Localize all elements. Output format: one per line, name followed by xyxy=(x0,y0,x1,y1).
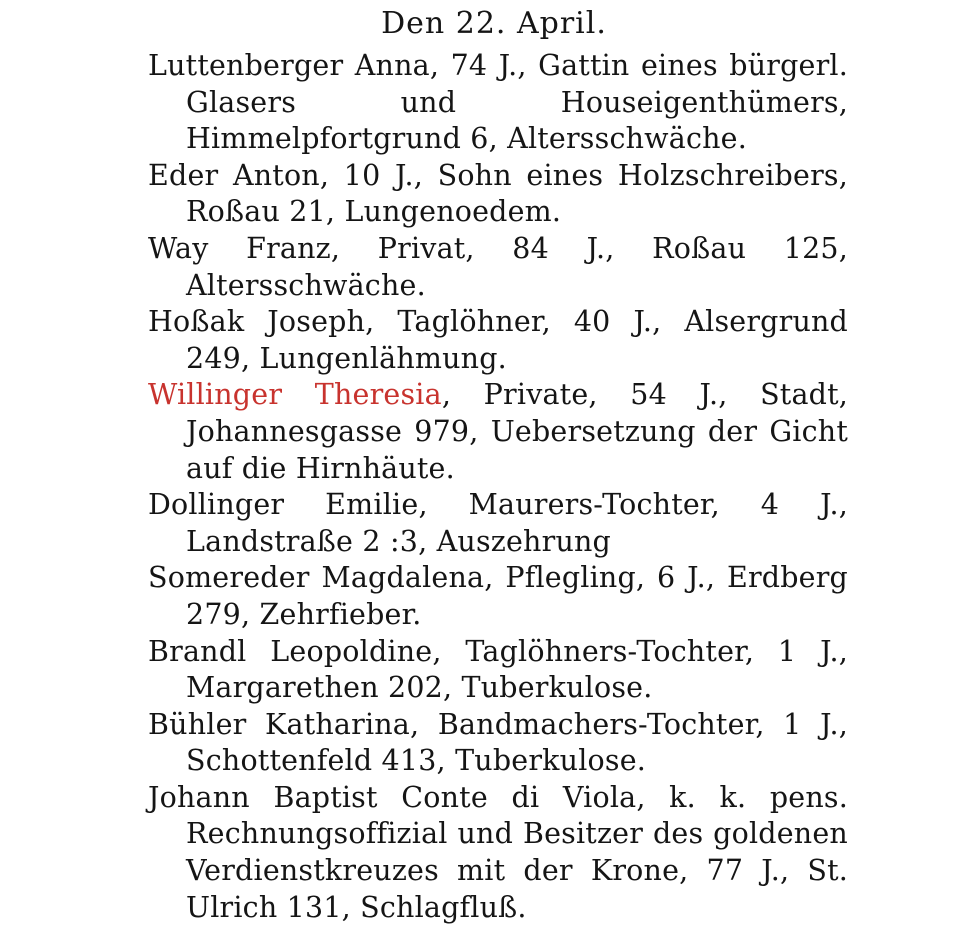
deceased-name: Somereder Magdalena xyxy=(148,561,485,595)
notice-details: , 10 J., Sohn eines Holzschreibers, Roßau 21, Lungenoedem. xyxy=(186,158,848,229)
notice-details: , Privat, 84 J., Roßau 125, Altersschwäche. xyxy=(186,231,848,302)
notice-details: , Private, 54 J., Stadt, Johannesgasse 979, Uebersetzung der Gicht auf die Hirnhäute. xyxy=(186,378,848,485)
notice-details: , Maurers-Tochter, 4 J., Landstraße 2 :3, Auszehrung xyxy=(186,488,849,558)
death-notice-entry xyxy=(148,560,848,633)
deceased-name: Way Franz xyxy=(148,231,331,265)
death-notice-list xyxy=(148,48,848,926)
notice-details: , k. k. pens. Rechnungsoffizial und Besitzer des goldenen Verdienstkreuzes mit der Krone, 77 J., St. Ulrich 131, Schlagfluß. xyxy=(186,780,848,924)
deceased-name: Luttenberger Anna xyxy=(148,49,430,82)
death-notice-entry xyxy=(148,158,848,231)
deceased-name: Bühler Katharina xyxy=(148,707,411,741)
deceased-name: Dollinger Emilie xyxy=(148,488,419,522)
highlighted-deceased-name: Willinger Theresia xyxy=(148,378,442,412)
death-notice-entry xyxy=(148,634,848,707)
deceased-name: Johann Baptist Conte di Viola xyxy=(148,780,637,814)
death-notice-entry xyxy=(148,304,848,377)
notice-details: , Taglöhner, 40 J., Alsergrund 249, Lungenlähmung. xyxy=(186,305,848,375)
death-notice-entry xyxy=(148,231,848,304)
deceased-name: Eder Anton xyxy=(148,158,320,192)
deceased-name: Brandl Leopoldine xyxy=(148,634,433,668)
death-notice-entry-highlighted xyxy=(148,377,848,487)
death-notice-entry xyxy=(148,707,848,780)
notice-details: , Bandmachers-Tochter, 1 J., Schottenfeld 413, Tuberkulose. xyxy=(186,707,849,778)
death-notice-entry xyxy=(148,780,848,926)
notice-details: , Pflegling, 6 J., Erdberg 279, Zehrfieber. xyxy=(186,561,848,631)
notice-details: , 74 J., Gattin eines bürgerl. Glasers und Houseigenthümers, Himmelpfortgrund 6, Altersschwäche. xyxy=(186,49,848,156)
notice-details: , Taglöhners-Tochter, 1 J., Margarethen 202, Tuberkulose. xyxy=(186,634,848,705)
death-notice-entry xyxy=(148,487,848,560)
date-heading: Den 22. April. xyxy=(381,6,607,41)
death-notice-entry xyxy=(148,48,848,158)
deceased-name: Hoßak Joseph xyxy=(148,305,366,339)
